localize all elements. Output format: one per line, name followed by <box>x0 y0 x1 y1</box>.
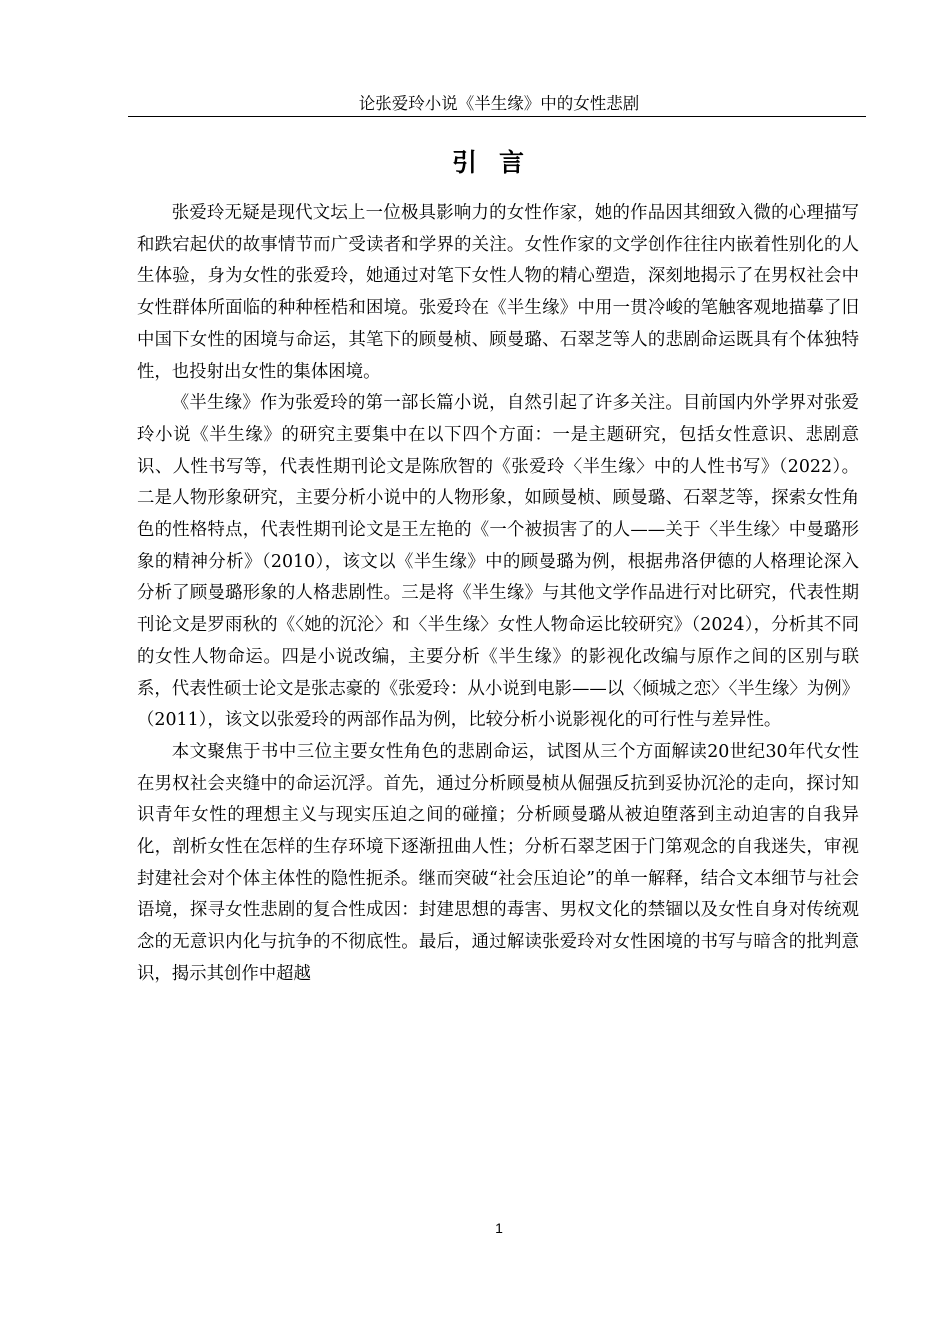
paragraph-2: 《半生缘》作为张爱玲的第一部长篇小说，自然引起了许多关注。目前国内外学界对张爱玲小说《半生缘》的研究主要集中在以下四个方面：一是主题研究，包括女性意识、悲剧意识、人性书写等，代表性期刊论文是陈欣智的《张爱玲〈半生缘〉中的人性书写》（2022）。二是人物形象研究，主要分析小说中的人物形象，如顾曼桢、顾曼璐、石翠芝等，探索女性角色的性格特点，代表性期刊论文是王左艳的《一个被损害了的人——关于〈半生缘〉中曼璐形象的精神分析》（2010），该文以《半生缘》中的顾曼璐为例，根据弗洛伊德的人格理论深入分析了顾曼璐形象的人格悲剧性。三是将《半生缘》与其他文学作品进行对比研究，代表性期刊论文是罗雨秋的《〈她的沉沦〉和〈半生缘〉女性人物命运比较研究》（2024），分析其不同的女性人物命运。四是小说改编，主要分析《半生缘》的影视化改编与原作之间的区别与联系，代表性硕士论文是张志豪的《张爱玲：从小说到电影——以〈倾城之恋〉〈半生缘〉为例》（2011），该文以张爱玲的两部作品为例，比较分析小说影视化的可行性与差异性。 <box>137 393 859 731</box>
body-text <box>137 198 859 991</box>
running-header: 论张爱玲小说《半生缘》中的女性悲剧 <box>358 94 640 113</box>
section-title: 引言 <box>451 148 546 177</box>
page-number: 1 <box>495 1220 503 1236</box>
paragraph-3: 本文聚焦于书中三位主要女性角色的悲剧命运，试图从三个方面解读20世纪30年代女性在男权社会夹缝中的命运沉浮。首先，通过分析顾曼桢从倔强反抗到妥协沉沦的走向，探讨知识青年女性的理想主义与现实压迫之间的碰撞；分析顾曼璐从被迫堕落到主动迫害的自我异化，剖析女性在怎样的生存环境下逐渐扭曲人性；分析石翠芝困于门第观念的自我迷失，审视封建社会对个体主体性的隐性扼杀。继而突破“社会压迫论”的单一解释，结合文本细节与社会语境，探寻女性悲剧的复合性成因：封建思想的毒害、男权文化的禁锢以及女性自身对传统观念的无意识内化与抗争的不彻底性。最后，通过解读张爱玲对女性困境的书写与暗含的批判意识，揭示其创作中超越 <box>137 741 859 984</box>
paragraph-1: 张爱玲无疑是现代文坛上一位极具影响力的女性作家，她的作品因其细致入微的心理描写和跌宕起伏的故事情节而广受读者和学界的关注。女性作家的文学创作往往内嵌着性别化的人生体验，身为女性的张爱玲，她通过对笔下女性人物的精心塑造，深刻地揭示了在男权社会中女性群体所面临的种种桎梏和困境。张爱玲在《半生缘》中用一贯冷峻的笔触客观地描摹了旧中国下女性的困境与命运，其笔下的顾曼桢、顾曼璐、石翠芝等人的悲剧命运既具有个体独特性，也投射出女性的集体困境。 <box>137 203 859 382</box>
header-divider <box>128 116 866 117</box>
